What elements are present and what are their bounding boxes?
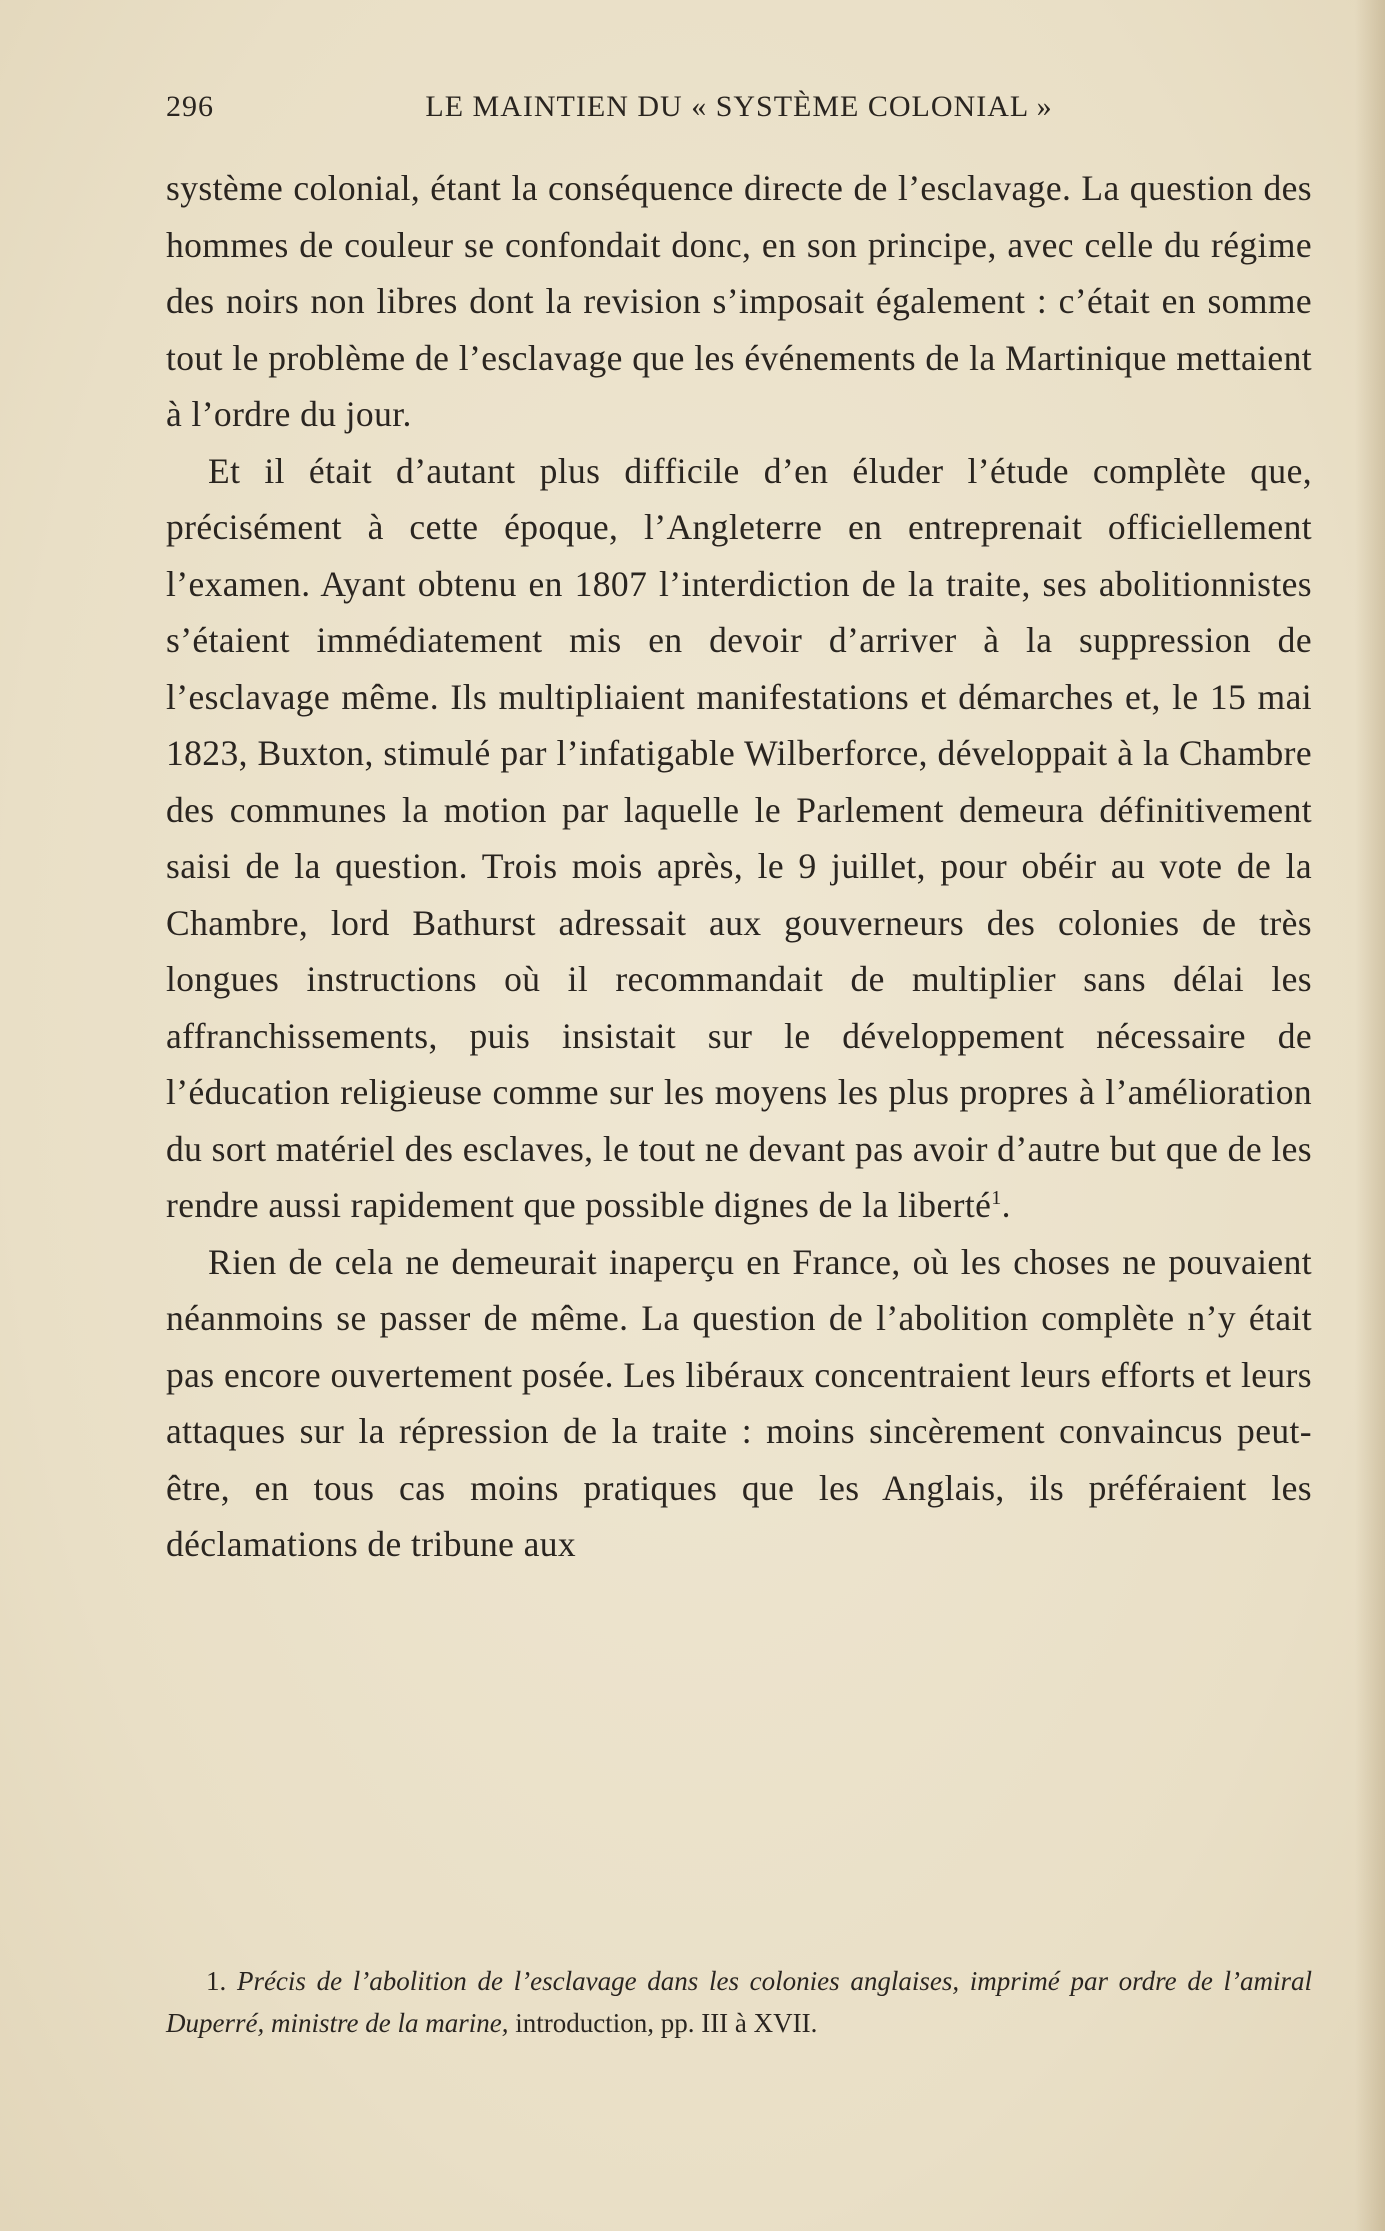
page-header xyxy=(166,90,1312,130)
paragraph-1: système colonial, étant la conséquence directe de l’esclavage. La question des hommes de couleur se confondait donc, en son principe, avec celle du régime des noirs non libres dont la revision s’imposait également : c’était en somme tout le problème de l’esclavage que les événements de la Martinique mettaient à l’ordre du jour. xyxy=(166,168,1312,434)
footnote-reference[interactable]: 1 xyxy=(991,1187,1002,1210)
footnote-marker: 1. xyxy=(206,1966,227,1996)
paragraph-2-text: Et il était d’autant plus difficile d’en éluder l’étude complète que, précisément à cette époque, l’Angleterre en entreprenait officiellement l’examen. Ayant obtenu en 1807 l’interdiction de la traite, ses abolitionnistes s’étaient immédiatement mis en devoir d’arriver à la suppression de l’esclavage même. Ils multipliaient manifestations et démarches et, le 15 mai 1823, Buxton, stimulé par l’infatigable Wilberforce, développait à la Chambre des communes la motion par laquelle le Parlement demeura définitivement saisi de la question. Trois mois après, le 9 juillet, pour obéir au vote de la Chambre, lord Bathurst adressait aux gouverneurs des colonies de très longues instructions où il recommandait de multiplier sans délai les affranchissements, puis insistait sur le développement nécessaire de l’éducation religieuse comme sur les moyens les plus propres à l’amélioration du sort matériel des esclaves, le tout ne devant pas avoir d’autre but que de les rendre aussi rapidement que possible dignes de la liberté xyxy=(166,450,1312,1225)
page-number: 296 xyxy=(166,90,214,123)
paragraph-2 xyxy=(166,443,1312,1234)
paragraph-3: Rien de cela ne demeurait inaperçu en France, où les choses ne pouvaient néanmoins se passer de même. La question de l’abolition complète n’y était pas encore ouvertement posée. Les libéraux concentraient leurs efforts et leurs attaques sur la répression de la traite : moins sincèrement convaincus peut-être, en tous cas moins pratiques que les Anglais, ils préféraient les déclamations de tribune aux xyxy=(166,1241,1312,1564)
footnote-rest: introduction, pp. III à XVII. xyxy=(515,2008,818,2038)
body-text xyxy=(166,160,1312,1573)
footnote-1 xyxy=(166,1960,1312,2044)
paragraph-2-end: . xyxy=(1001,1185,1011,1225)
footnote-title: Précis de l’abolition de l’esclavage dans les colonies anglaises, imprimé par ordre de l’amiral Duperré, ministre de la marine, xyxy=(166,1966,1313,2038)
page-edge-shadow xyxy=(1355,0,1385,2231)
running-title: LE MAINTIEN DU « SYSTÈME COLONIAL » xyxy=(425,90,1053,123)
footnotes xyxy=(166,1960,1312,2044)
